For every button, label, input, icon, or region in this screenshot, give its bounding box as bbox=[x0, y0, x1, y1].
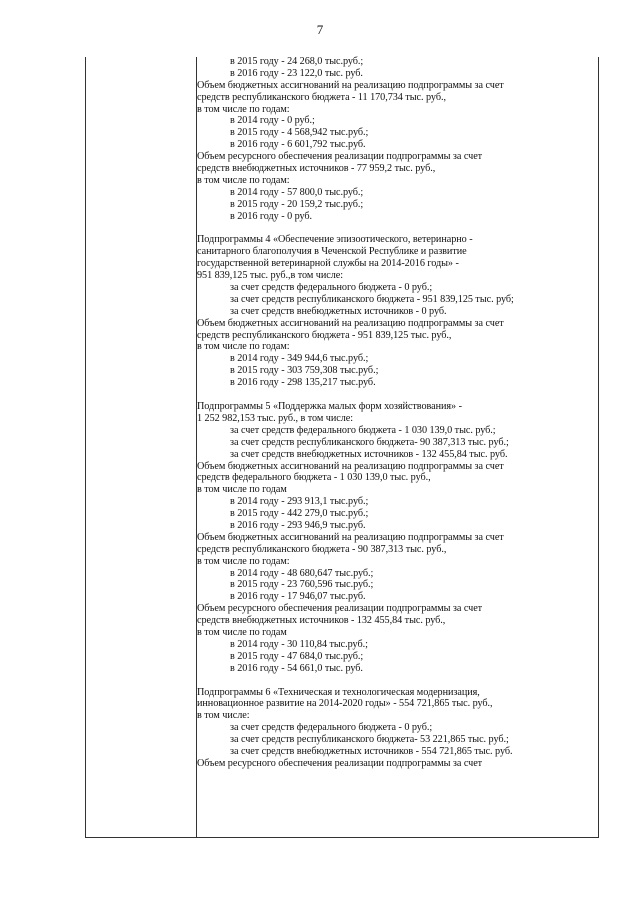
paragraph-spacer bbox=[197, 675, 598, 687]
text-line: в 2014 году - 30 110,84 тыс.руб.; bbox=[230, 638, 368, 650]
text-line: в 2016 году - 6 601,792 тыс.руб. bbox=[230, 139, 366, 151]
text-line: средств республиканского бюджета - 90 387,313 тыс. руб., bbox=[197, 543, 447, 555]
table-text-column bbox=[197, 56, 598, 770]
text-line: Объем бюджетных ассигнований на реализацию подпрограммы за счет bbox=[197, 531, 504, 543]
text-line: в том числе по годам: bbox=[197, 174, 290, 186]
paragraph-spacer bbox=[197, 222, 598, 234]
page-number: 7 bbox=[316, 22, 324, 37]
text-line: в 2016 году - 0 руб. bbox=[230, 210, 313, 222]
text-line: за счет средств внебюджетных источников - 554 721,865 тыс. руб. bbox=[230, 745, 513, 757]
text-line: в 2015 году - 20 159,2 тыс.руб.; bbox=[230, 198, 364, 210]
text-line: Объем бюджетных ассигнований на реализацию подпрограммы за счет bbox=[197, 460, 504, 472]
text-line: в том числе по годам: bbox=[197, 103, 290, 115]
text-line: в том числе по годам: bbox=[197, 555, 290, 567]
text-line: в 2016 году - 23 122,0 тыс. руб. bbox=[230, 67, 363, 79]
text-line: средств внебюджетных источников - 77 959,2 тыс. руб., bbox=[197, 163, 436, 175]
text-line: Объем ресурсного обеспечения реализации подпрограммы за счет bbox=[197, 151, 483, 163]
text-line: в 2015 году - 47 684,0 тыс.руб.; bbox=[230, 650, 364, 662]
text-line: в 2015 году - 4 568,942 тыс.руб.; bbox=[230, 127, 369, 139]
text-line: санитарного благополучия в Чеченской Республике и развитие bbox=[197, 246, 467, 258]
text-line: за счет средств внебюджетных источников - 132 455,84 тыс. руб. bbox=[230, 448, 508, 460]
text-line: средств федерального бюджета - 1 030 139,0 тыс. руб., bbox=[197, 472, 431, 484]
text-line: в 2014 году - 349 944,6 тыс.руб.; bbox=[230, 353, 369, 365]
text-line: в том числе по годам bbox=[197, 484, 287, 496]
text-line: за счет средств федерального бюджета - 1 030 139,0 тыс. руб.; bbox=[230, 424, 496, 436]
text-line: средств республиканского бюджета - 11 170,734 тыс. руб., bbox=[197, 91, 446, 103]
text-line: 1 252 982,153 тыс. руб., в том числе: bbox=[197, 412, 354, 424]
text-line: средств республиканского бюджета - 951 839,125 тыс. руб., bbox=[197, 329, 452, 341]
text-line: в 2014 году - 48 680,647 тыс.руб.; bbox=[230, 567, 374, 579]
text-line: в 2014 году - 0 руб.; bbox=[230, 115, 315, 127]
text-line: за счет средств республиканского бюджета- 53 221,865 тыс. руб.; bbox=[230, 734, 509, 746]
text-line: Подпрограммы 5 «Поддержка малых форм хозяйствования» - bbox=[197, 401, 462, 413]
text-line: в том числе: bbox=[197, 710, 250, 722]
text-line: в 2015 году - 442 279,0 тыс.руб.; bbox=[230, 508, 369, 520]
text-line: в 2016 году - 17 946,07 тыс.руб. bbox=[230, 591, 366, 603]
text-line: в том числе по годам bbox=[197, 626, 287, 638]
table-left-column bbox=[86, 57, 197, 837]
text-line: Объем бюджетных ассигнований на реализацию подпрограммы за счет bbox=[197, 317, 504, 329]
text-line: инновационное развитие на 2014-2020 годы» - 554 721,865 тыс. руб., bbox=[197, 698, 493, 710]
text-line: в 2015 году - 303 759,308 тыс.руб.; bbox=[230, 365, 379, 377]
paragraph-spacer bbox=[197, 389, 598, 401]
program-table bbox=[85, 57, 599, 838]
text-line: государственной ветеринарной службы на 2014-2016 годы» - bbox=[197, 258, 459, 270]
text-line: в 2014 году - 293 913,1 тыс.руб.; bbox=[230, 496, 369, 508]
text-line: за счет средств республиканского бюджета- 90 387,313 тыс. руб.; bbox=[230, 436, 509, 448]
text-line: в 2015 году - 24 268,0 тыс.руб.; bbox=[230, 56, 364, 67]
text-line: в 2014 году - 57 800,0 тыс.руб.; bbox=[230, 186, 364, 198]
text-line: за счет средств республиканского бюджета - 951 839,125 тыс. руб; bbox=[230, 293, 514, 305]
text-line: Объем ресурсного обеспечения реализации подпрограммы за счет bbox=[197, 603, 483, 615]
text-line: 951 839,125 тыс. руб.,в том числе: bbox=[197, 270, 343, 282]
text-line: Объем ресурсного обеспечения реализации подпрограммы за счет bbox=[197, 757, 483, 769]
text-line: в 2016 году - 54 661,0 тыс. руб. bbox=[230, 662, 363, 674]
text-line: за счет средств федерального бюджета - 0 руб.; bbox=[230, 282, 433, 294]
text-line: Объем бюджетных ассигнований на реализацию подпрограммы за счет bbox=[197, 79, 504, 91]
text-line: за счет средств федерального бюджета - 0 руб.; bbox=[230, 722, 433, 734]
text-line: в том числе по годам: bbox=[197, 341, 290, 353]
text-line: за счет средств внебюджетных источников - 0 руб. bbox=[230, 305, 447, 317]
text-line: Подпрограммы 4 «Обеспечение эпизоотического, ветеринарно - bbox=[197, 234, 473, 246]
text-line: средств внебюджетных источников - 132 455,84 тыс. руб., bbox=[197, 615, 446, 627]
text-line: в 2016 году - 298 135,217 тыс.руб. bbox=[230, 377, 376, 389]
text-line: в 2015 году - 23 760,596 тыс.руб.; bbox=[230, 579, 374, 591]
text-line: Подпрограммы 6 «Техническая и технологическая модернизация, bbox=[197, 686, 480, 698]
text-line: в 2016 году - 293 946,9 тыс.руб. bbox=[230, 519, 366, 531]
